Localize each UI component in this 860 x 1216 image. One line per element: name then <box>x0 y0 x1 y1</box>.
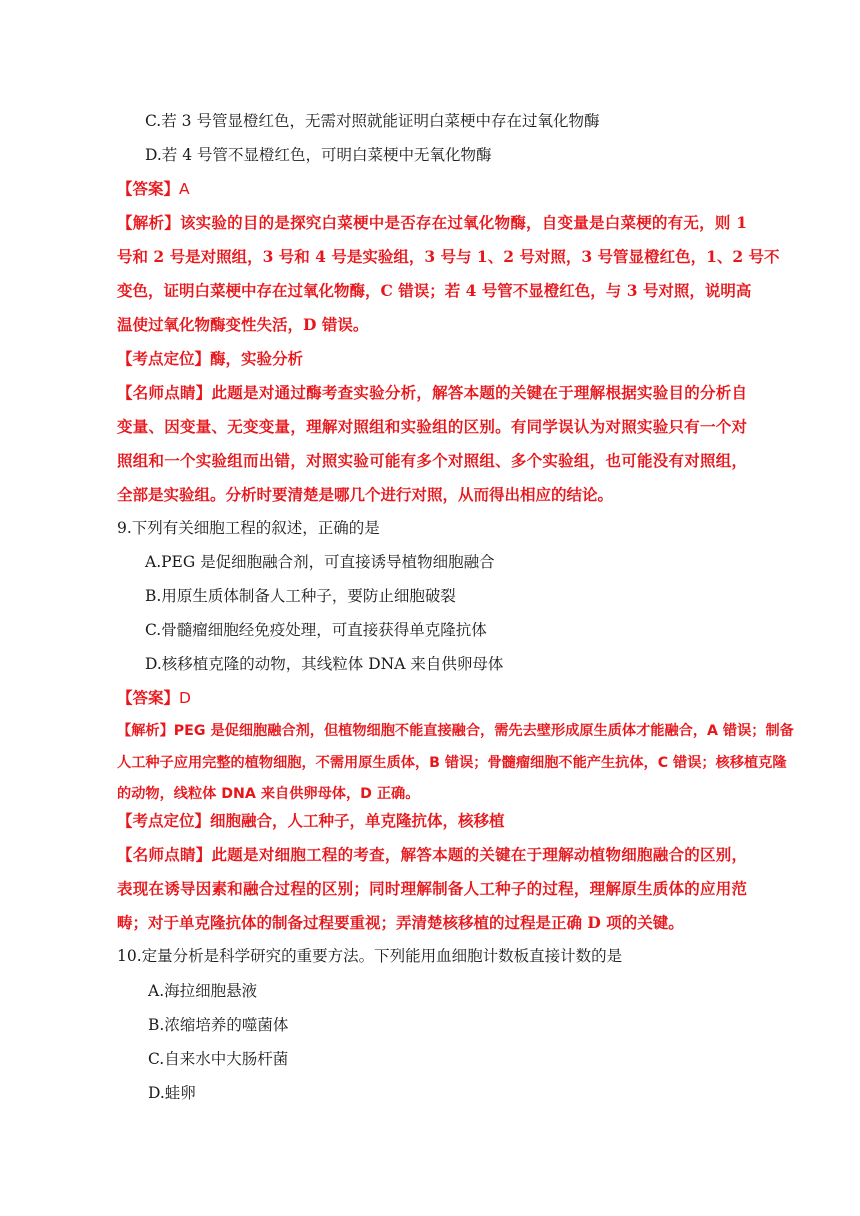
q9-mingshi-line-3: 畴；对于单克隆抗体的制备过程要重视；弄清楚核移植的过程是正确 D 项的关键。 <box>117 913 684 932</box>
q8-kaodian-row <box>117 348 747 370</box>
q8-option-d: D.若 4 号管不显橙红色，可明白菜梗中无氧化物酶 <box>145 146 492 164</box>
q8-option-c: C.若 3 号管显橙红色，无需对照就能证明白菜梗中存在过氧化物酶 <box>145 112 600 130</box>
q9-mingshi-text: 此题是对细胞工程的考查，解答本题的关键在于理解动植物细胞融合的区别， <box>211 845 747 864</box>
q9-kaodian-tag: 【考点定位】 <box>117 812 211 830</box>
q8-analysis-line-2: 号和 2 号是对照组，3 号和 4 号是实验组，3 号与 1、2 号对照，3 号管显橙红色，1、2 号不 <box>117 247 780 266</box>
q8-analysis-line-3: 变色，证明白菜梗中存在过氧化物酶，C 错误；若 4 号管不显橙红色，与 3 号对照，说明高 <box>117 281 752 300</box>
q8-mingshi-line-1 <box>117 382 747 404</box>
q8-answer-value: A <box>179 180 190 198</box>
q10-stem: 10.定量分析是科学研究的重要方法。下列能用血细胞计数板直接计数的是 <box>117 947 623 965</box>
q9-mingshi-line-2: 表现在诱导因素和融合过程的区别；同时理解制备人工种子的过程，理解原生质体的应用范 <box>117 879 747 898</box>
q9-option-d: D.核移植克隆的动物，其线粒体 DNA 来自供卵母体 <box>145 655 504 673</box>
q8-analysis-text: 该实验的目的是探究白菜梗中是否存在过氧化物酶，自变量是白菜梗的有无，则 1 <box>179 213 747 232</box>
q8-analysis-tag: 【解析】 <box>117 214 180 232</box>
q9-analysis-line-2: 人工种子应用完整的植物细胞，不需用原生质体，B 错误；骨髓瘤细胞不能产生抗体，C 错误；核移植克隆 <box>117 755 787 771</box>
q8-answer-tag: 【答案】 <box>117 180 180 198</box>
q9-kaodian-text: 细胞融合，人工种子，单克隆抗体，核移植 <box>210 811 505 830</box>
q9-kaodian-row <box>117 810 747 832</box>
q8-mingshi-text: 此题是对通过酶考查实验分析，解答本题的关键在于理解根据实验目的分析自 <box>211 383 747 402</box>
q9-option-b: B.用原生质体制备人工种子，要防止细胞破裂 <box>145 587 456 605</box>
q8-mingshi-tag: 【名师点睛】 <box>117 384 212 402</box>
q9-analysis-line-1 <box>117 720 794 742</box>
q8-answer-row <box>117 178 747 200</box>
q9-stem: 9.下列有关细胞工程的叙述，正确的是 <box>117 519 380 537</box>
q9-analysis-line-3: 的动物，线粒体 DNA 来自供卵母体，D 正确。 <box>117 786 420 802</box>
q8-mingshi-line-4: 全部是实验组。分析时要清楚是哪几个进行对照，从而得出相应的结论。 <box>117 485 614 504</box>
q9-answer-row <box>117 687 747 709</box>
q9-mingshi-tag: 【名师点睛】 <box>117 846 212 864</box>
q10-option-b: B.浓缩培养的噬菌体 <box>148 1016 289 1034</box>
q10-option-c: C.自来水中大肠杆菌 <box>148 1050 289 1068</box>
q9-answer-value: D <box>179 689 191 707</box>
q9-analysis-tag: 【解析】 <box>117 723 174 739</box>
q8-kaodian-text: 酶，实验分析 <box>210 349 304 368</box>
q8-kaodian-tag: 【考点定位】 <box>117 350 211 368</box>
q10-option-a: A.海拉细胞悬液 <box>148 982 258 1000</box>
q8-analysis-line-4: 温使过氧化物酶变性失活，D 错误。 <box>117 315 369 334</box>
q9-answer-tag: 【答案】 <box>117 689 180 707</box>
q10-option-d: D.蛙卵 <box>148 1084 196 1102</box>
q8-mingshi-line-2: 变量、因变量、无变变量，理解对照组和实验组的区别。有同学误认为对照实验只有一个对 <box>117 417 747 436</box>
q9-analysis-text: PEG 是促细胞融合剂，但植物细胞不能直接融合，需先去壁形成原生质体才能融合，A 错误；制备 <box>173 723 794 739</box>
q9-mingshi-line-1 <box>117 844 747 866</box>
q9-option-c: C.骨髓瘤细胞经免疫处理，可直接获得单克隆抗体 <box>145 621 487 639</box>
q8-mingshi-line-3: 照组和一个实验组而出错，对照实验可能有多个对照组、多个实验组，也可能没有对照组， <box>117 451 747 470</box>
q9-option-a: A.PEG 是促细胞融合剂，可直接诱导植物细胞融合 <box>145 553 495 571</box>
q8-analysis-line-1 <box>117 212 747 234</box>
